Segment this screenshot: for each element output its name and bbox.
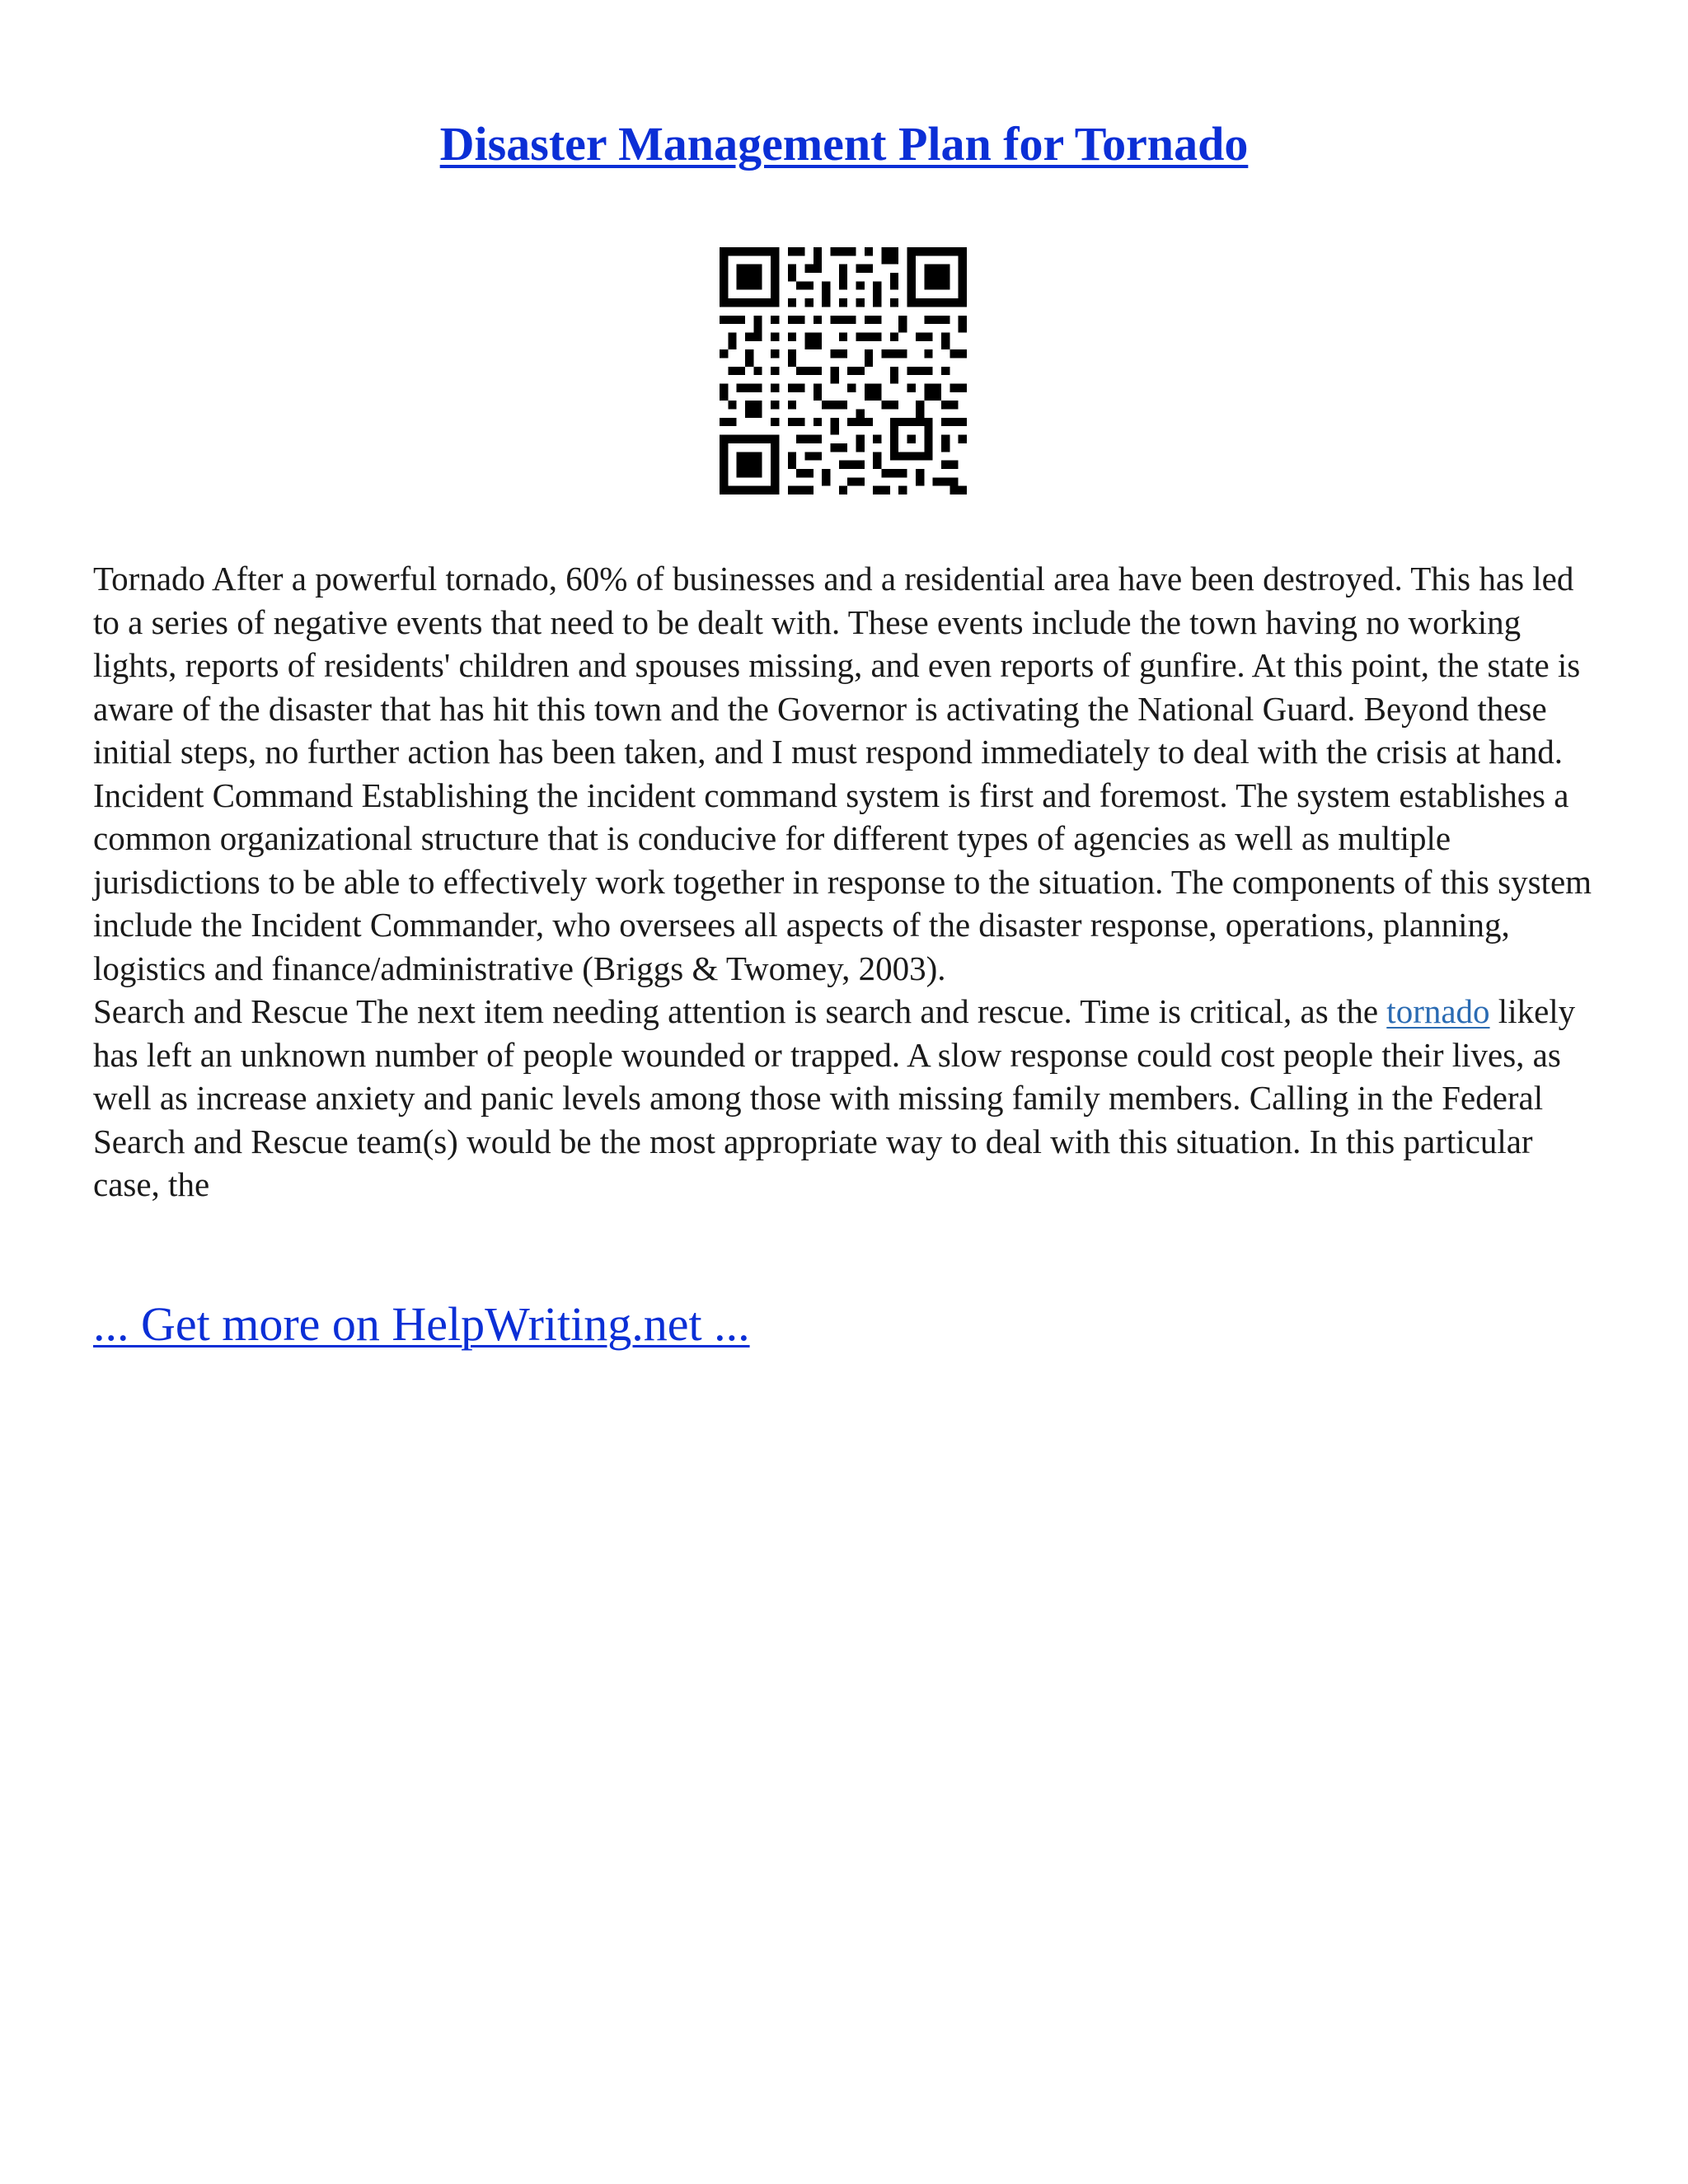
search-rescue-text-end: likely has left an unknown number of people wounded or trapped. A slow response could cost people their lives, as well as increase anxiety and panic levels among those with missing family members. Calling in the Federal Search and Rescue team(s) would be the most appropriate way to deal with this situation. In this particular case, the [93, 992, 1576, 1203]
paragraph-tornado: Tornado After a powerful tornado, 60% of businesses and a residential area have been destroyed. This has led to a series of negative events that need to be dealt with. These events include the town having no working lights, reports of residents' children and spouses missing, and even reports of gunfire. At this point, the state is aware of the disaster that has hit this town and the Governor is activating the National Guard. Beyond these initial steps, no further action has been taken, and I must respond immediately to deal with the crisis at hand. [93, 560, 1581, 771]
qr-code-icon [720, 247, 967, 494]
get-more-section [93, 1296, 750, 1353]
get-more-link[interactable]: ... Get more on HelpWriting.net ... [93, 1297, 750, 1351]
title-link[interactable]: Disaster Management Plan for Tornado [439, 117, 1249, 171]
page-title [0, 115, 1688, 173]
article-body [93, 557, 1601, 1207]
tornado-link[interactable]: tornado [1386, 992, 1490, 1030]
paragraph-search-rescue [93, 990, 1601, 1207]
search-rescue-text-start: Search and Rescue The next item needing attention is search and rescue. Time is critical, as the [93, 992, 1387, 1030]
paragraph-incident-command: Incident Command Establishing the incident command system is first and foremost. The system establishes a common organizational structure that is conducive for different types of agencies as well as multiple jurisdictions to be able to effectively work together in response to the situation. The components of this system include the Incident Commander, who oversees all aspects of the disaster response, operations, planning, logistics and finance/administrative (Briggs & Twomey, 2003). [93, 776, 1592, 987]
